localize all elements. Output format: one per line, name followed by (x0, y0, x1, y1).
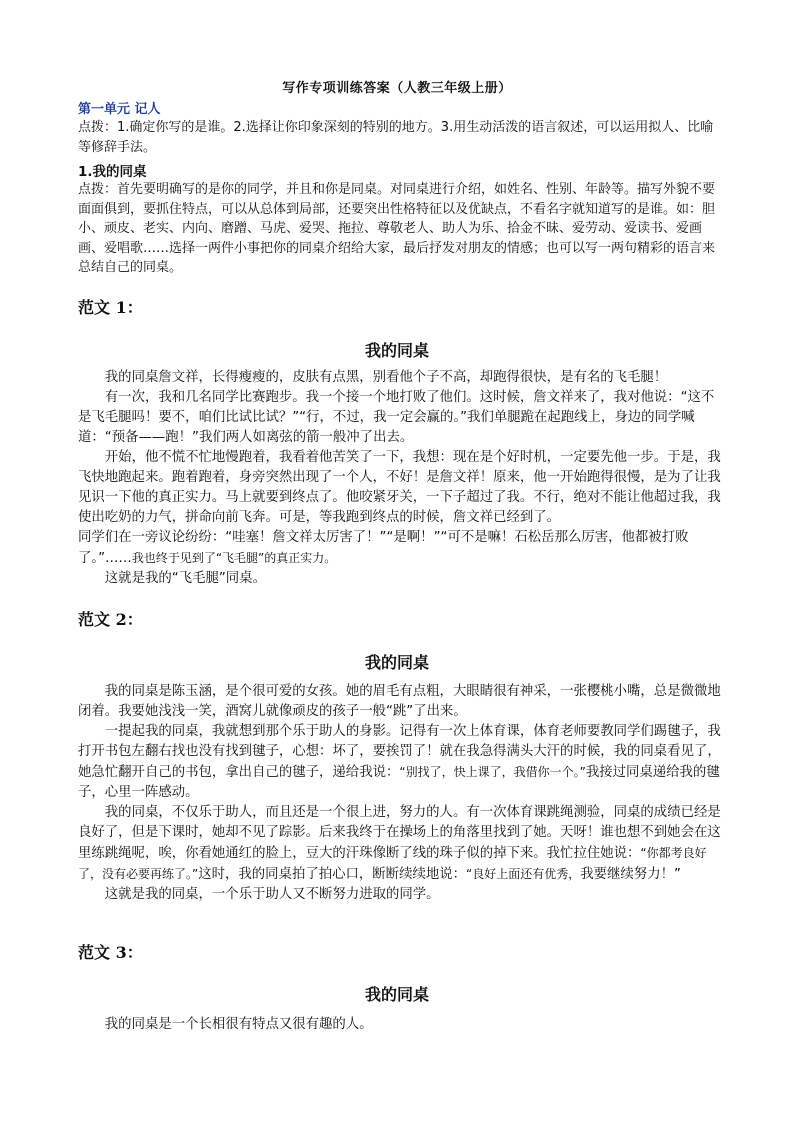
essay-1-paragraph: 有一次，我和几名同学比赛跑步。我一个接一个地打败了他们。这时候，詹文祥来了，我对他说：“这不是飞毛腿吗！要不，咱们比试比试？”“行，不过，我一定会赢的。”我们单腿跪在起跑线上，身边的同学喊道：“预备——跑！”我们两人如离弦的箭一般冲了出去。 (78, 390, 715, 445)
essay-2-text: 我要继续努力！” (580, 867, 681, 882)
writing-tip-2: 点拨：首先要明确写的是你的同学，并且和你是同桌。对同桌进行介绍，如姓名、性别、年龄等。描写外貌不要面面俱到，要抓住特点，可以从总体到局部，还要突出性格特征以及优缺点，不看名字就知道写的是谁。如：胆小、顽皮、老实、内向、磨蹭、马虎、爱哭、拖拉、尊敬老人、助人为乐、拾金不昧、爱劳动、爱读书、爱画画、爱唱歌……选择一两件小事把你的同桌介绍给大家，最后抒发对朋友的情感；也可以写一两句精彩的语言来总结自己的同桌。 (78, 182, 716, 275)
essay-3-paragraph: 我的同桌是一个长相很有特点又很有趣的人。 (104, 1017, 373, 1032)
essay-2-paragraph: 我的同桌是陈玉涵，是个很可爱的女孩。她的眉毛有点粗，大眼睛很有神采，一张樱桃小嘴，总是微微地闭着。我要她浅浅一笑，酒窝儿就像顽皮的孩子一般“跳”了出来。 (78, 684, 721, 719)
sample-essay-1-title: 我的同桌 (364, 341, 429, 360)
essay-2-text: 这时，我的同桌拍了拍心口，断断续续地说： (198, 867, 467, 882)
writing-tip-1: 点拨：1.确定你写的是谁。2.选择让你印象深刻的特别的地方。3.用生动活泼的语言叙述，可以运用拟人、比喻等修辞手法。 (78, 120, 714, 155)
essay-1-paragraph (78, 528, 722, 569)
sample-essay-3-body (78, 1015, 722, 1035)
essay-1-paragraph: 开始，他不慌不忙地慢跑着，我看着他苦笑了一下，我想：现在是个好时机，一定要先他一步。于是，我飞快地跑起来。跑着跑着，身旁突然出现了一个人，不好！是詹文祥！原来，他一开始跑得很慢，是为了让我见识一下他的真正实力。马上就要到终点了。他咬紧牙关，一下子超过了我。不行，绝对不能让他超过我，我使出吃奶的力气，拼命向前飞奔。可是，等我跑到终点的时候，詹文祥已经到了。 (78, 450, 721, 525)
essay-2-quote: “你都考良好了，没有必要再练了。” (78, 846, 707, 881)
essay-1-dialogue: 同学们在一旁议论纷纷：“哇塞！詹文祥太厉害了！”“是啊！”“可不是嘛！石松岳那么厉害，他都被打败了。”…… (78, 530, 689, 566)
essay-2-paragraph (78, 803, 722, 885)
essay-2-quote: “良好上面还有优秀， (466, 867, 581, 881)
essay-1-dialogue-end: 我也终于见到了“飞毛腿”的真正实力。 (131, 551, 337, 565)
sample-essay-1-body (78, 368, 722, 589)
document-title: 写作专项训练答案（人教三年级上册） (282, 81, 512, 96)
essay-2-quote: “别找了，快上课了，我借你一个。” (399, 765, 586, 779)
essay-2-text: 一提起我的同桌，我就想到那个乐于助人的身影。记得有一次上体育课，体育老师要教同学们踢毽子，我打开书包左翻右找也没有找到毽子，心想：坏了，要挨罚了！就在我急得满头大汗的时候，我的同桌看见了，她急忙翻开自己的书包，拿出自己的毽子，递给我说： (78, 724, 721, 780)
sample-essay-3-label: 范文 3： (78, 943, 143, 962)
essay-1-paragraph: 我的同桌詹文祥，长得瘦瘦的，皮肤有点黑，别看他个子不高，却跑得很快，是有名的飞毛腿！ (104, 370, 668, 385)
sample-essay-3-title: 我的同桌 (364, 985, 429, 1004)
essay-2-paragraph: 这就是我的同桌，一个乐于助人又不断努力进取的同学。 (104, 887, 440, 902)
topic-heading: 1.我的同桌 (78, 164, 147, 180)
essay-2-text: 我的同桌，不仅乐于助人，而且还是一个很上进，努力的人。有一次体育课跳绳测验，同桌的成绩已经是良好了，但是下课时，她却不见了踪影。后来我终于在操场上的角落里找到了她。天呀！谁也想不到她会在这里练跳绳呢，唉，你看她通红的脸上，豆大的汗珠像断了线的珠子似的掉下来。我忙拉住她说： (78, 805, 721, 861)
essay-1-paragraph: 这就是我的“飞毛腿”同桌。 (104, 571, 266, 586)
sample-essay-2-body (78, 682, 722, 905)
essay-2-text: 我接过同桌递给我的毽子，心里一阵感动。 (78, 765, 720, 800)
unit-heading: 第一单元 记人 (78, 102, 161, 117)
essay-2-paragraph (78, 722, 722, 803)
sample-essay-2-label: 范文 2： (78, 610, 143, 629)
sample-essay-1-label: 范文 1： (78, 298, 143, 317)
sample-essay-2-title: 我的同桌 (364, 653, 429, 672)
